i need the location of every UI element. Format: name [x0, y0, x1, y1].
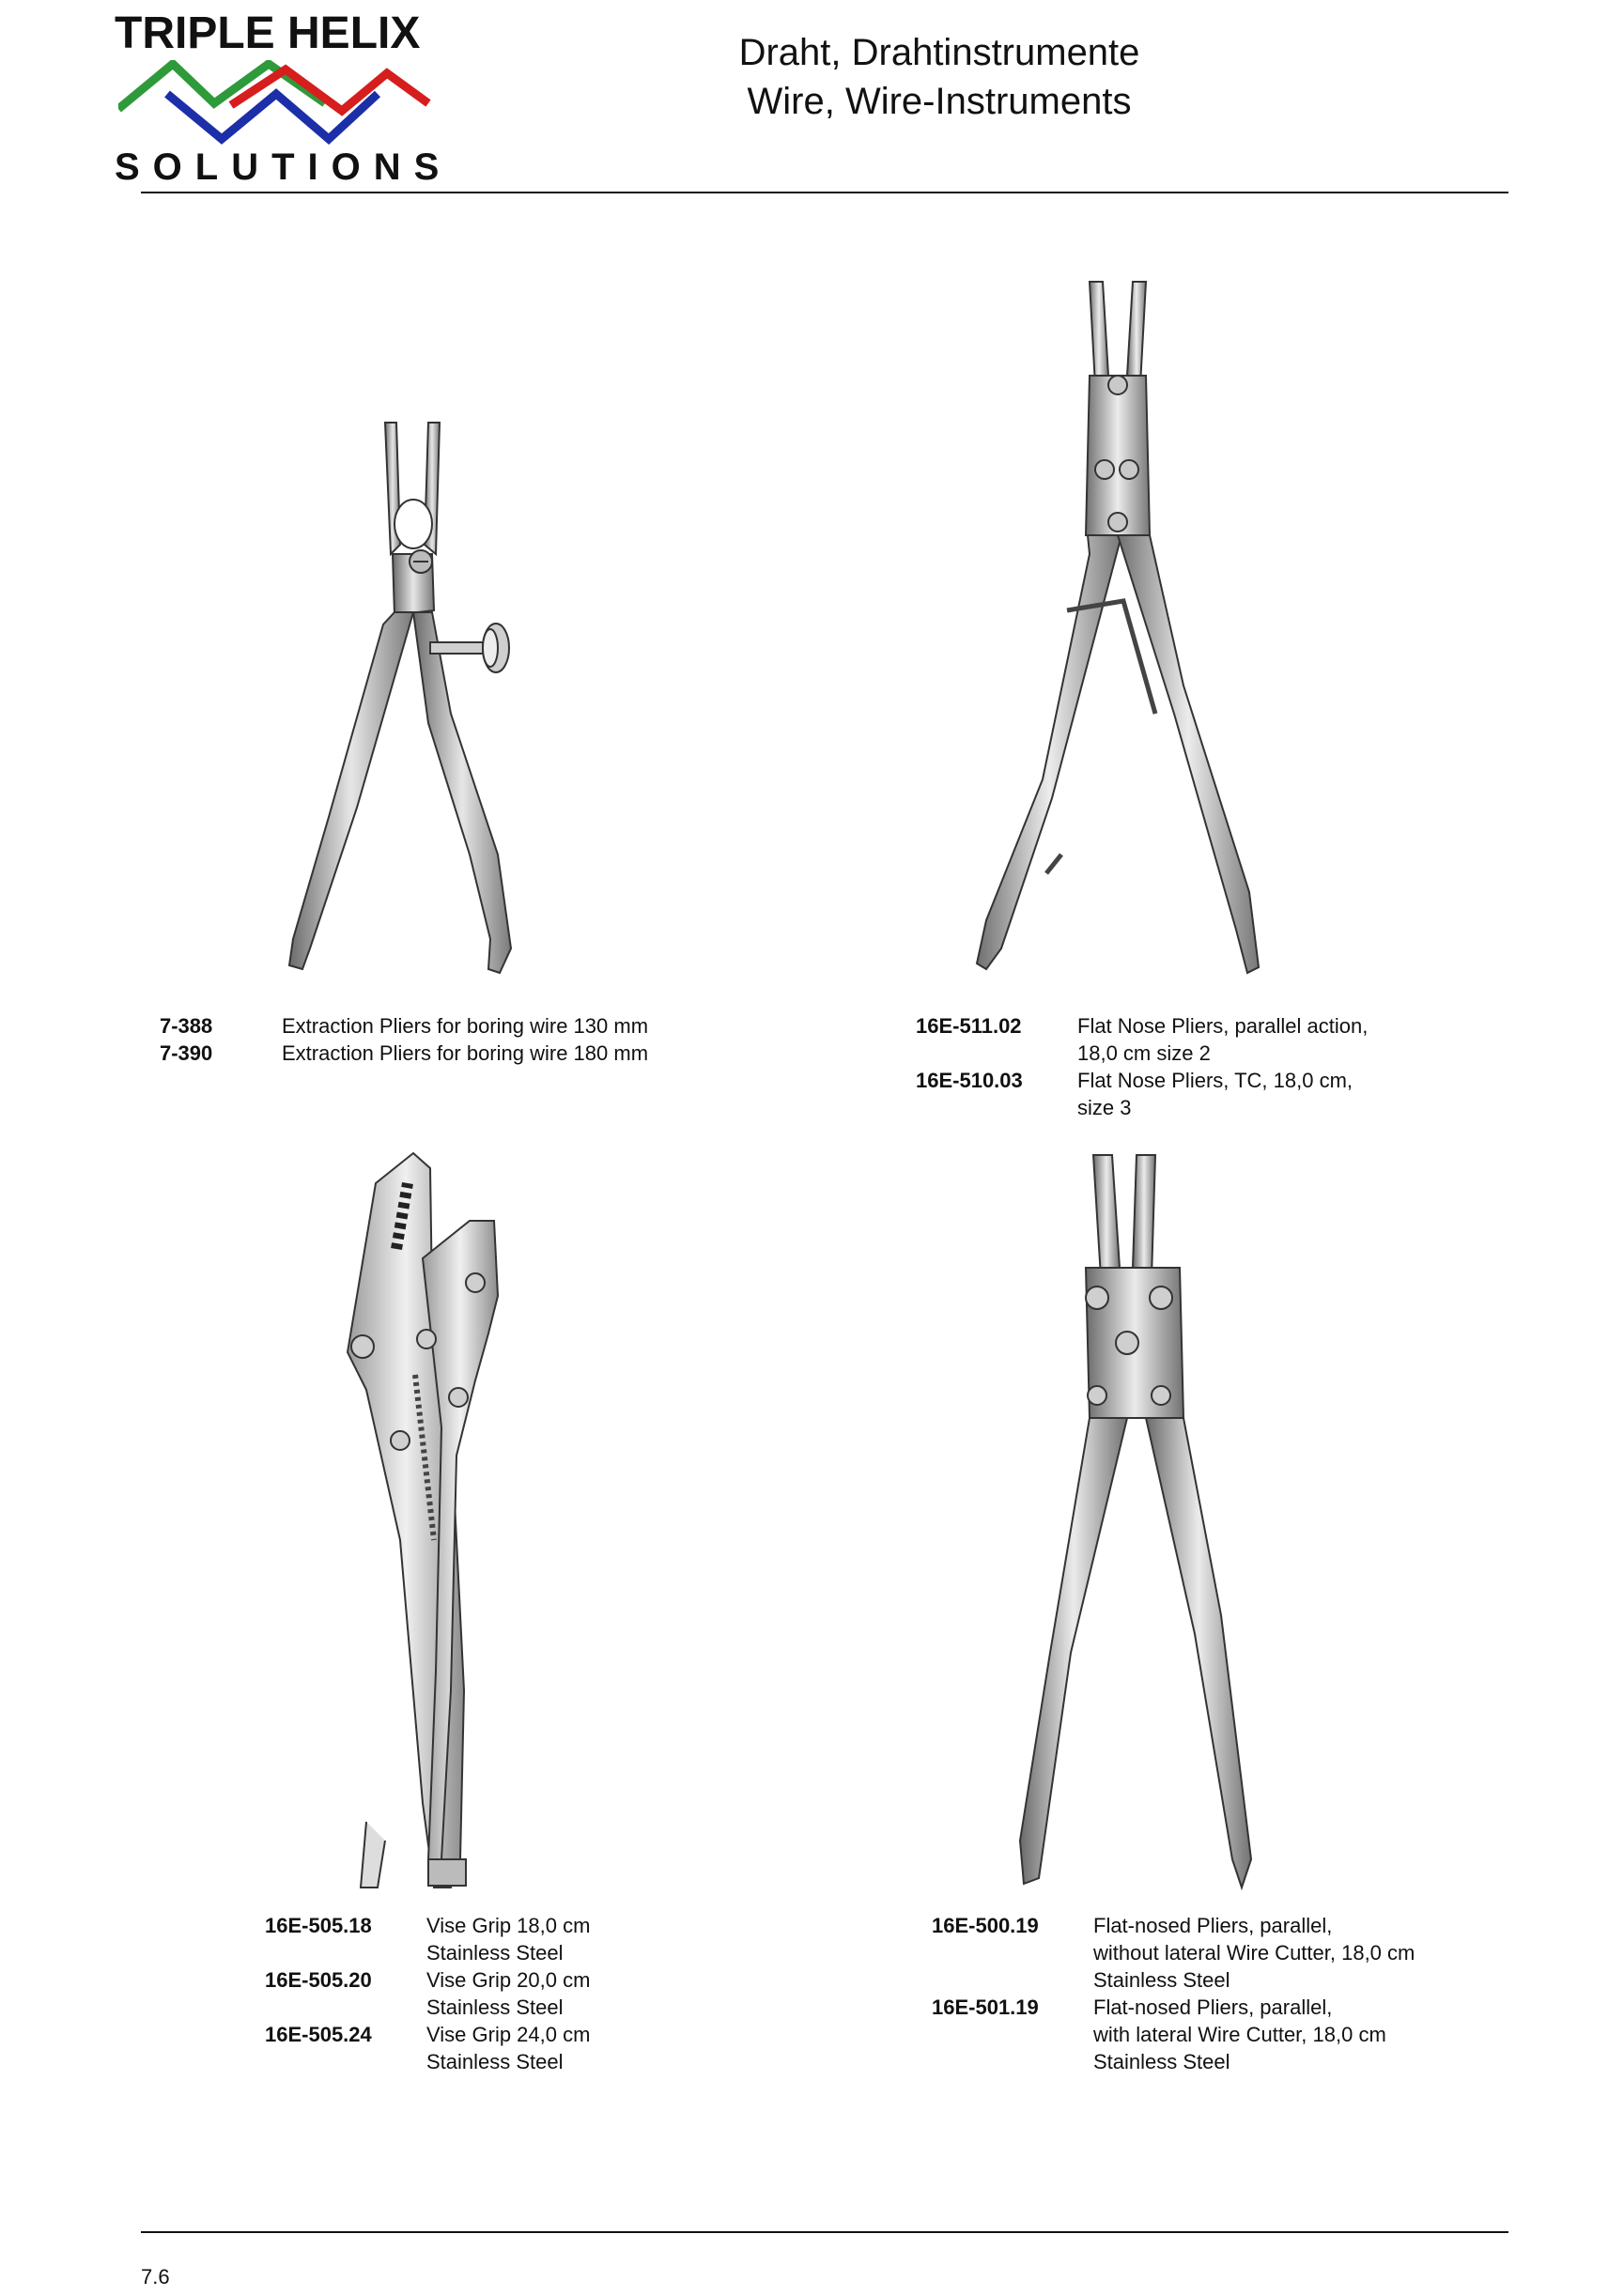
- flat-nosed-pliers-parallel-icon: [996, 1146, 1277, 1897]
- product-code: 16E-511.02: [916, 1014, 1022, 1038]
- product-code: 16E-510.03: [916, 1069, 1023, 1092]
- product-description: Extraction Pliers for boring wire 180 mm: [282, 1041, 649, 1065]
- vise-grip-icon: [310, 1146, 535, 1897]
- helix-logo-icon: [118, 60, 438, 145]
- page-title-german: Draht, Drahtinstrumente: [738, 32, 1140, 73]
- list-item: [160, 1012, 742, 1040]
- product-group-flat-nosed-pliers-parallel: [932, 1912, 1495, 2075]
- product-description: Flat-nosed Pliers, parallel, with lateral Wire Cutter, 18,0 cm Stainless Steel: [1093, 1996, 1386, 2073]
- brand-logo: [115, 8, 453, 188]
- product-code: 16E-505.20: [265, 1968, 372, 1992]
- product-group-vise-grip: [265, 1912, 735, 2075]
- footer-divider: [141, 2231, 1508, 2233]
- page-number: 7.6: [141, 2265, 170, 2288]
- product-group-flat-nose-pliers: [916, 1012, 1442, 1121]
- product-description: Flat Nose Pliers, TC, 18,0 cm, size 3: [1077, 1069, 1353, 1119]
- product-description: Flat-nosed Pliers, parallel, without lateral Wire Cutter, 18,0 cm Stainless Steel: [1093, 1914, 1415, 1992]
- list-item: [932, 1994, 1495, 2075]
- product-description: Vise Grip 18,0 cm Stainless Steel: [426, 1914, 591, 1965]
- list-item: [916, 1067, 1442, 1121]
- header-divider: [141, 192, 1508, 193]
- list-item: [916, 1012, 1442, 1067]
- product-code: 16E-500.19: [932, 1914, 1039, 1937]
- product-code: 7-390: [160, 1041, 213, 1065]
- list-item: [265, 1912, 735, 1966]
- product-code: 16E-501.19: [932, 1996, 1039, 2019]
- product-description: Vise Grip 20,0 cm Stainless Steel: [426, 1968, 591, 2019]
- page-title-block: [601, 28, 1277, 126]
- product-group-extraction-pliers: [160, 1012, 742, 1067]
- product-code: 16E-505.24: [265, 2023, 372, 2046]
- extraction-pliers-icon: [282, 413, 545, 995]
- list-item: [265, 2021, 735, 2075]
- product-description: Vise Grip 24,0 cm Stainless Steel: [426, 2023, 591, 2073]
- list-item: [265, 1966, 735, 2021]
- flat-nose-pliers-icon: [949, 272, 1287, 986]
- product-description: Flat Nose Pliers, parallel action, 18,0 cm size 2: [1077, 1014, 1369, 1065]
- page-title-english: Wire, Wire-Instruments: [747, 81, 1132, 122]
- brand-name-top: TRIPLE HELIX: [115, 8, 421, 58]
- list-item: [932, 1912, 1495, 1994]
- product-code: 7-388: [160, 1014, 213, 1038]
- list-item: [160, 1040, 742, 1067]
- product-description: Extraction Pliers for boring wire 130 mm: [282, 1014, 649, 1038]
- product-code: 16E-505.18: [265, 1914, 372, 1937]
- brand-name-bottom: SOLUTIONS: [115, 146, 453, 188]
